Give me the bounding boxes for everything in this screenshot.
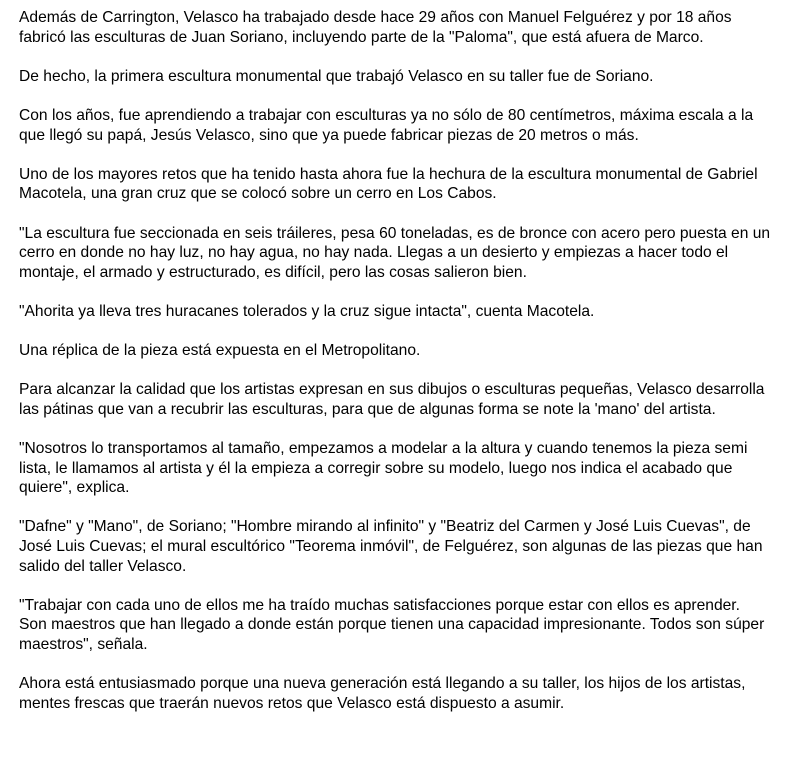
paragraph-replica: Una réplica de la pieza está expuesta en el Metropolitano. <box>19 342 421 360</box>
paragraph-satisfaction-quote: "Trabajar con cada uno de ellos me ha traído muchas satisfacciones porque estar con ellos es aprender. Son maestros que han llegado a donde están porque tienen una capacidad impresionante. Todos son súper maestros", señala. <box>19 596 765 653</box>
paragraph-scale: Con los años, fue aprendiendo a trabajar con esculturas ya no sólo de 80 centímetros, máxima escala a la que llegó su papá, Jesús Velasco, sino que ya puede fabricar piezas de 20 metros o más. <box>19 106 754 144</box>
paragraph-hurricanes-quote: "Ahorita ya lleva tres huracanes tolerados y la cruz sigue intacta", cuenta Macotela. <box>19 302 595 320</box>
paragraph-new-generation: Ahora está entusiasmado porque una nueva generación está llegando a su taller, los hijos de los artistas, mentes frescas que traerán nuevos retos que Velasco está dispuesto a asumir. <box>19 675 746 712</box>
paragraph-carrington: Además de Carrington, Velasco ha trabajado desde hace 29 años con Manuel Felguérez y por 18 años fabricó las esculturas de Juan Soriano, incluyendo parte de la "Paloma", que está afuera de Marco. <box>19 9 732 46</box>
paragraph-sculpture-quote: "La escultura fue seccionada en seis tráileres, pesa 60 toneladas, es de bronce con acero pero puesta en un cerro en donde no hay luz, no hay agua, no hay nada. Llegas a un desierto y empiezas a hacer todo el montaje, el armado y estructurado, es difícil, pero las cosas salieron bien. <box>19 224 771 281</box>
article-body <box>19 8 771 713</box>
paragraph-first-monumental: De hecho, la primera escultura monumental que trabajó Velasco en su taller fue de Soriano. <box>19 67 654 85</box>
paragraph-patinas: Para alcanzar la calidad que los artistas expresan en sus dibujos o esculturas pequeñas, Velasco desarrolla las pátinas que van a recubrir las esculturas, para que de algunas forma se note la 'mano' del artista. <box>19 381 765 418</box>
paragraph-process-quote: "Nosotros lo transportamos al tamaño, empezamos a modelar a la altura y cuando tenemos la pieza semi lista, le llamamos al artista y él la empieza a corregir sobre su modelo, luego nos indica el acabado que quiere", explica. <box>19 440 748 497</box>
paragraph-macotela-challenge: Uno de los mayores retos que ha tenido hasta ahora fue la hechura de la escultura monumental de Gabriel Macotela, una gran cruz que se colocó sobre un cerro en Los Cabos. <box>19 165 758 203</box>
paragraph-pieces-list: "Dafne" y "Mano", de Soriano; "Hombre mirando al infinito" y "Beatriz del Carmen y José Luis Cuevas", de José Luis Cuevas; el mural escultórico "Teorema inmóvil", de Felguérez, son algunas de las piezas que han salido del taller Velasco. <box>19 518 763 575</box>
